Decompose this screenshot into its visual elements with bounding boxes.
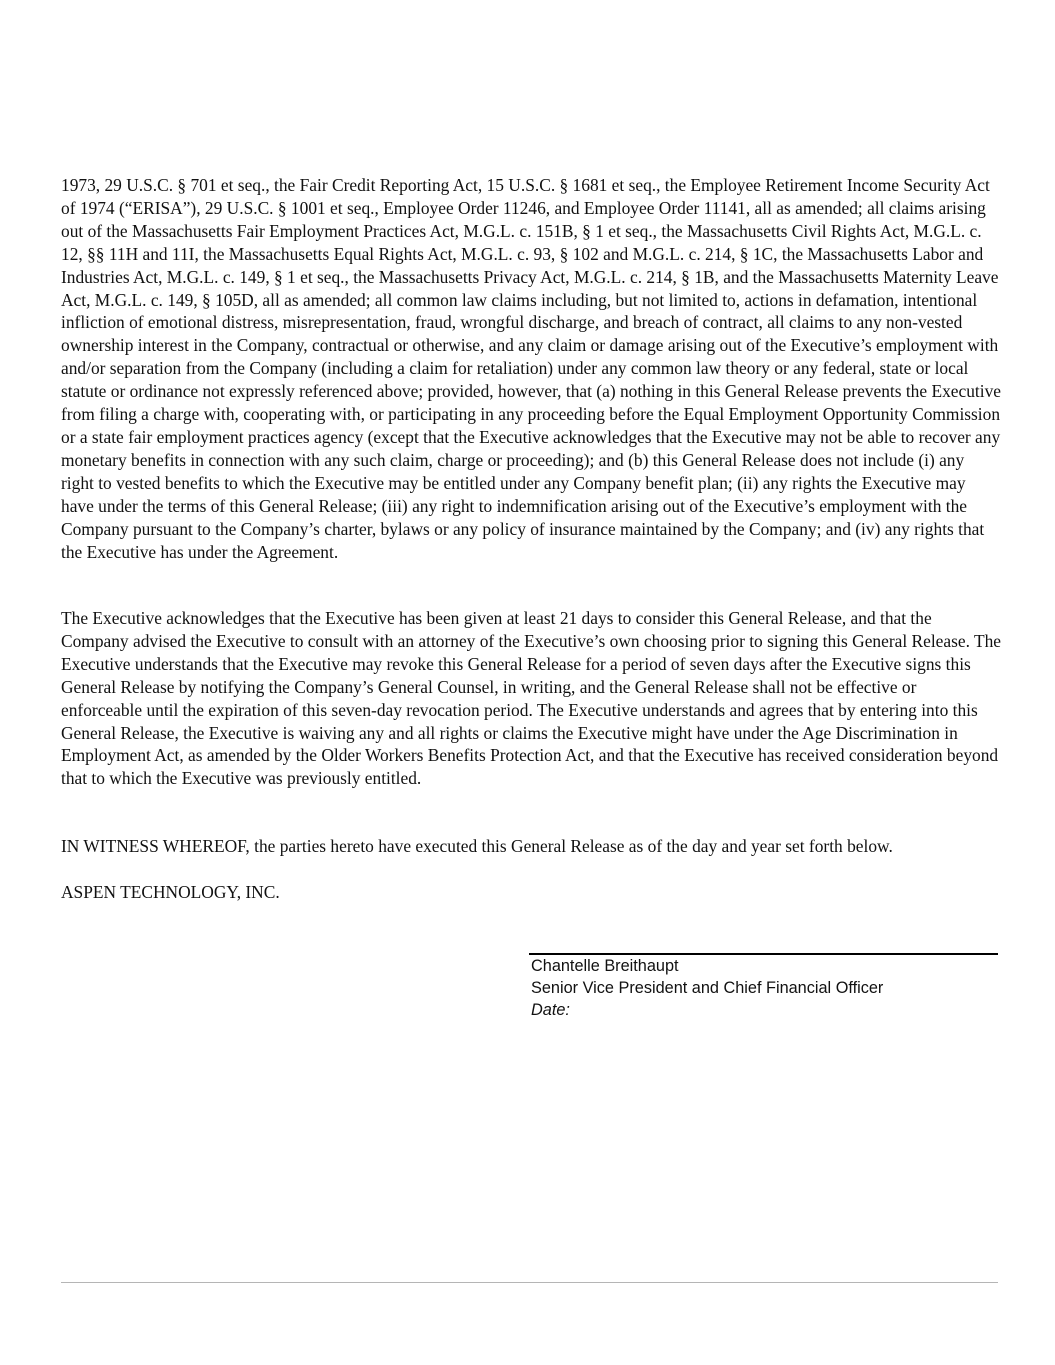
company-name: ASPEN TECHNOLOGY, INC. xyxy=(61,882,280,902)
signatory-name: Chantelle Breithaupt xyxy=(531,957,679,975)
witness-clause: IN WITNESS WHEREOF, the parties hereto have executed this General Release as of the day and year set forth below. xyxy=(61,836,893,856)
release-claims-paragraph: 1973, 29 U.S.C. § 701 et seq., the Fair Credit Reporting Act, 15 U.S.C. § 1681 et seq., the Employee Retirement Income Security Act of 1974 (“ERISA”), 29 U.S.C. § 1001 et seq., Employee Order 11246, and Employee Order 11141, all as amended; all claims arising out of the Massachusetts Fair Employment Practices Act, M.G.L. c. 151B, § 1 et seq., the Massachusetts Civil Rights Act, M.G.L. c. 12, §§ 11H and 11I, the Massachusetts Equal Rights Act, M.G.L. c. 93, § 102 and M.G.L. c. 214, § 1C, the Massachusetts Labor and Industries Act, M.G.L. c. 149, § 1 et seq., the Massachusetts Privacy Act, M.G.L. c. 214, § 1B, and the Massachusetts Maternity Leave Act, M.G.L. c. 149, § 105D, all as amended; all common law claims including, but not limited to, actions in defamation, intentional infliction of emotional distress, misrepresentation, fraud, wrongful discharge, and breach of contract, all claims to any non-vested ownership interest in the Company, contractual or otherwise, and any claim or damage arising out of the Executive’s employment with and/or separation from the Company (including a claim for retaliation) under any common law theory or any federal, state or local statute or ordinance not expressly referenced above; provided, however, that (a) nothing in this General Release prevents the Executive from filing a charge with, cooperating with, or participating in any proceeding before the Equal Employment Opportunity Commission or a state fair employment practices agency (except that the Executive acknowledges that the Executive may not be able to recover any monetary benefits in connection with any such claim, charge or proceeding); and (b) this General Release does not include (i) any right to vested benefits to which the Executive may be entitled under any Company benefit plan; (ii) any rights the Executive may have under the terms of this General Release; (iii) any right to indemnification arising out of the Executive’s employment with the Company pursuant to the Company’s charter, bylaws or any policy of insurance maintained by the Company; and (iv) any rights that the Executive has under the Agreement. xyxy=(61,175,1001,562)
signatory-title: Senior Vice President and Chief Financial Officer xyxy=(531,979,884,997)
signature-date-label: Date: xyxy=(531,1001,570,1019)
signature-block xyxy=(531,955,1001,1021)
footer-divider xyxy=(61,1282,998,1283)
acknowledgement-paragraph: The Executive acknowledges that the Executive has been given at least 21 days to consider this General Release, and that the Company advised the Executive to consult with an attorney of the Executive’s own choosing prior to signing this General Release. The Executive understands that the Executive may revoke this General Release for a period of seven days after the Executive signs this General Release by notifying the Company’s General Counsel, in writing, and the General Release shall not be effective or enforceable until the expiration of this seven-day revocation period. The Executive understands and agrees that by entering into this General Release, the Executive is waiving any and all rights or claims the Executive might have under the Age Discrimination in Employment Act, as amended by the Older Workers Benefits Protection Act, and that the Executive has received consideration beyond that to which the Executive was previously entitled. xyxy=(61,608,1002,789)
